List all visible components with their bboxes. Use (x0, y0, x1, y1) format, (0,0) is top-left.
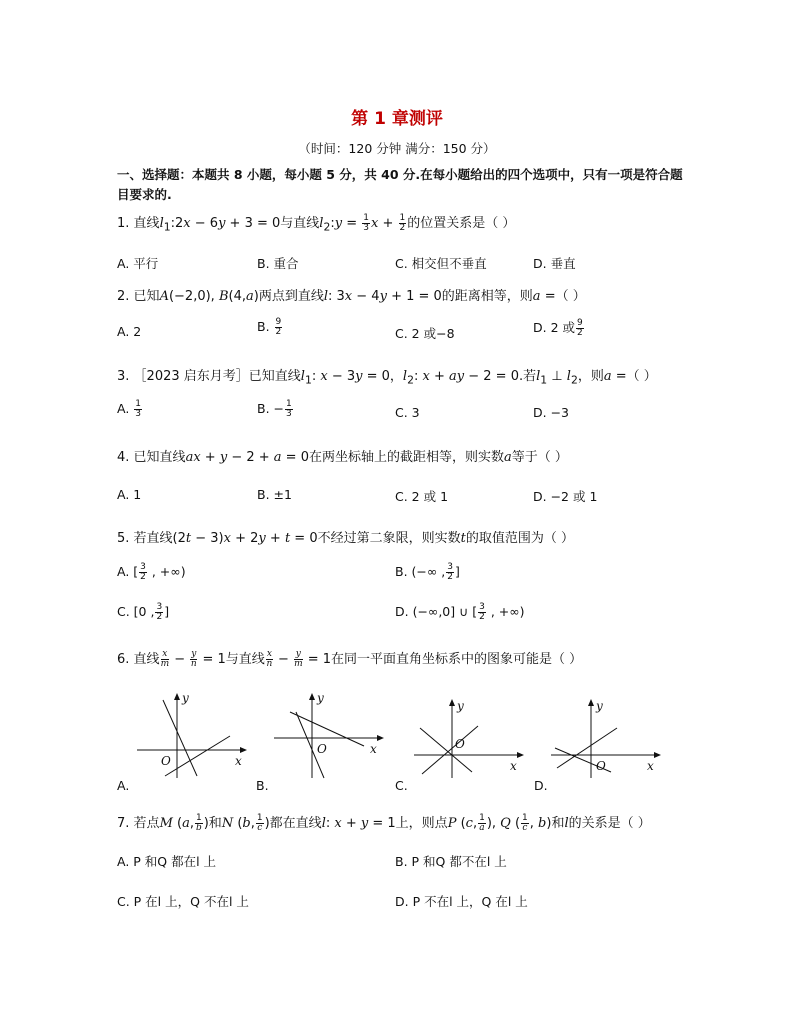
question-text: 已知直线ax + y − 2 + a = 0在两坐标轴上的截距相等，则实数a等于（ ） (133, 450, 568, 465)
option-d: D. (534, 778, 548, 793)
question-text: 直线 $\frac{x}{m}$ − $\frac{y}{n}$ = 1与直线 $\frac{x}{n}$ − $\frac{y}{m}$ = 1在同一平面直角坐标系中的图象可能是（ ） (133, 649, 583, 669)
option-c: C. [0 , $\frac{3}{2}$ ] (117, 602, 170, 622)
exam-info: （时间：120 分钟 满分：150 分） (298, 141, 496, 156)
question-number: 7. (117, 816, 130, 831)
x-axis-label: x (235, 754, 242, 768)
x-axis-label: x (647, 759, 654, 773)
graph-d (549, 690, 669, 780)
option-a: A. (117, 778, 130, 793)
option-c: C. 2 或 1 (395, 489, 449, 504)
option-a: A. 1 (117, 487, 142, 502)
option-a: A. $\frac{1}{3}$ (117, 399, 142, 419)
option-b: B. (256, 778, 269, 793)
y-axis-label: y (182, 691, 189, 705)
question-3 (117, 365, 697, 387)
option-b: B. $\frac{9}{2}$ (257, 317, 282, 337)
option-d: D. 2 或 $\frac{9}{2}$ (533, 318, 583, 338)
y-axis-label: y (457, 699, 464, 713)
question-2 (117, 285, 697, 304)
option-a: A. 平行 (117, 256, 159, 271)
question-text: 已知A(−2,0), B(4,a)两点到直线l: 3x − 4y + 1 = 0的距离相等，则a =（ ） (133, 289, 586, 304)
option-b: B. (−∞ , $\frac{3}{2}$ ] (395, 562, 460, 582)
graph-a (135, 690, 255, 780)
option-c: C. 3 (395, 405, 420, 420)
question-number: 2. (117, 289, 130, 304)
question-number: 4. (117, 450, 130, 465)
question-5 (117, 527, 697, 546)
page-title: 第 1 章测评 (351, 109, 443, 129)
option-a: A. P 和Q 都在l 上 (117, 854, 217, 869)
question-7 (117, 812, 697, 833)
option-a: A. [ $\frac{3}{2}$ , +∞) (117, 562, 186, 582)
option-b: B. ±1 (257, 487, 292, 502)
question-1 (117, 212, 697, 234)
option-c: C. (395, 778, 408, 793)
question-number: 6. (117, 652, 130, 667)
section-heading: 一、选择题：本题共 8 小题，每小题 5 分，共 40 分.在每小题给出的四个选项中，只有一项是符合题目要求的. (117, 167, 683, 202)
option-d: D. P 不在l 上，Q 在l 上 (395, 894, 528, 909)
option-d: D. −2 或 1 (533, 489, 598, 504)
option-d: D. −3 (533, 405, 569, 420)
graph-c (412, 690, 532, 780)
y-axis-label: y (317, 691, 324, 705)
y-axis-label: y (596, 699, 603, 713)
question-number: 3. (117, 369, 130, 384)
question-text: 若点M (a, $\frac{1}{b}$ )和N (b, $\frac{1}{c}$ )都在直线l: x + y = 1上，则点P (c, $\frac{1}{a}$ ), Q ( $\frac{1}{c}$ , b)和l的关系是（ ） (133, 813, 651, 833)
graph-b (272, 690, 392, 780)
option-c: C. 相交但不垂直 (395, 256, 487, 271)
question-text: ［2023 启东月考］已知直线$l_1$: x − 3y = 0，$l_2$: x + ay − 2 = 0.若$l_1$ ⊥ $l_2$，则a =（ ） (133, 369, 657, 387)
question-number: 1. (117, 216, 130, 231)
question-text: 直线$l_1:2x - 6y + 3 = 0$与直线$l_2:y$ = $\frac{1}{3}$ x + $\frac{1}{2}$ 的位置关系是（ ） (133, 213, 516, 234)
option-b: B. 重合 (257, 256, 299, 271)
x-axis-label: x (370, 742, 377, 756)
option-c: C. P 在l 上，Q 不在l 上 (117, 894, 249, 909)
option-d: D. 垂直 (533, 256, 576, 271)
option-b: B. P 和Q 都不在l 上 (395, 854, 507, 869)
origin-label: O (455, 737, 465, 751)
origin-label: O (317, 742, 327, 756)
question-4 (117, 446, 697, 465)
option-d: D. (−∞,0] ∪ [ $\frac{3}{2}$ , +∞) (395, 602, 525, 622)
answer-graphs (117, 690, 677, 795)
origin-label: O (596, 759, 606, 773)
question-6 (117, 648, 697, 669)
option-a: A. 2 (117, 324, 142, 339)
option-c: C. 2 或−8 (395, 326, 455, 341)
question-text: 若直线(2t − 3)x + 2y + t = 0不经过第二象限，则实数t的取值范围为（ ） (133, 531, 574, 546)
question-number: 5. (117, 531, 130, 546)
x-axis-label: x (510, 759, 517, 773)
origin-label: O (161, 754, 171, 768)
option-b: B. − $\frac{1}{3}$ (257, 399, 292, 419)
